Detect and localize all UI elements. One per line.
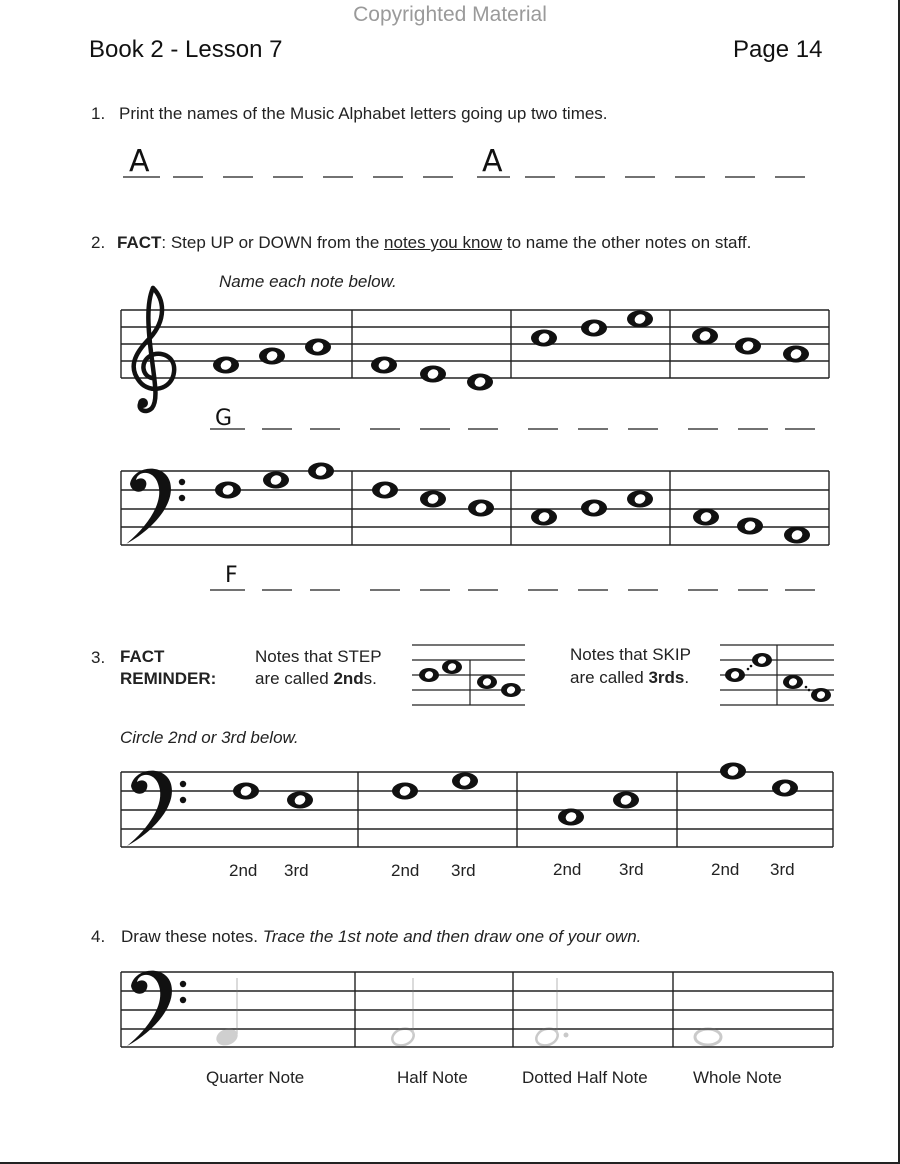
q3-skip-post: . — [684, 668, 690, 687]
trace-notes — [214, 978, 721, 1048]
q1-answer-first: A — [129, 144, 150, 179]
q3-choice-1-2nd[interactable]: 2nd — [229, 861, 258, 880]
q3-reminder-label: REMINDER: — [120, 669, 217, 688]
q2-fact-label: FACT — [117, 233, 162, 252]
drawing-staff[interactable] — [121, 971, 833, 1049]
q3-step-pre: are called — [255, 669, 334, 688]
q3-choice-4-2nd[interactable]: 2nd — [711, 860, 740, 879]
q4-label-half: Half Note — [397, 1068, 468, 1087]
skip-example-staff — [720, 645, 834, 705]
interval-staff — [121, 763, 833, 848]
q1-number: 1. — [91, 104, 106, 123]
treble-staff — [121, 288, 829, 411]
q3-choice-3-2nd[interactable]: 2nd — [553, 860, 582, 879]
q4-label-quarter: Quarter Note — [206, 1068, 305, 1087]
q3-choice-2-3rd[interactable]: 3rd — [451, 861, 476, 880]
q1-text: Print the names of the Music Alphabet letters going up two times. — [119, 104, 608, 123]
q3-skip-bold: 3rds — [648, 668, 685, 687]
q3-skip-line1: Notes that SKIP — [570, 645, 691, 664]
q2-bass-answer: F — [225, 563, 238, 588]
q3-step-line1: Notes that STEP — [255, 647, 382, 666]
q4-label-dotted-half: Dotted Half Note — [522, 1068, 648, 1087]
q2-text-post: to name the other notes on staff. — [502, 233, 752, 252]
q4-label-whole: Whole Note — [693, 1068, 782, 1087]
q2-number: 2. — [91, 233, 106, 252]
q1-answer-second: A — [482, 144, 503, 179]
q2-text-underlined: notes you know — [384, 233, 503, 252]
q3-instruction: Circle 2nd or 3rd below. — [120, 728, 299, 747]
q2-text-pre: : Step UP or DOWN from the — [161, 233, 385, 252]
drawing-bass-clef-icon — [127, 971, 186, 1046]
q3-skip-pre: are called — [570, 668, 649, 687]
q3-choice-1-3rd[interactable]: 3rd — [284, 861, 309, 880]
interval-bass-clef-icon — [127, 771, 186, 846]
q3-choice-4-3rd[interactable]: 3rd — [770, 860, 795, 879]
bass-staff — [121, 463, 829, 546]
q4-text: Draw these notes. — [121, 927, 263, 946]
page-number: Page 14 — [733, 36, 823, 63]
q2-treble-answer: G — [215, 406, 233, 431]
q3-fact-label: FACT — [120, 647, 165, 666]
q2-instruction: Name each note below. — [219, 272, 397, 291]
bass-clef-icon — [126, 469, 185, 544]
q3-number: 3. — [91, 648, 106, 667]
watermark: Copyrighted Material — [353, 3, 547, 26]
q3-choice-3-3rd[interactable]: 3rd — [619, 860, 644, 879]
q3-choice-2-2nd[interactable]: 2nd — [391, 861, 420, 880]
q4-number: 4. — [91, 927, 106, 946]
bass-notes — [215, 463, 810, 544]
q3-step-post: s. — [363, 669, 377, 688]
treble-clef-icon — [134, 288, 175, 411]
lesson-title: Book 2 - Lesson 7 — [89, 36, 283, 63]
q3-step-bold: 2nd — [333, 669, 364, 688]
step-example-staff — [412, 645, 525, 705]
q4-text-italic: Trace the 1st note and then draw one of your own. — [262, 927, 642, 946]
